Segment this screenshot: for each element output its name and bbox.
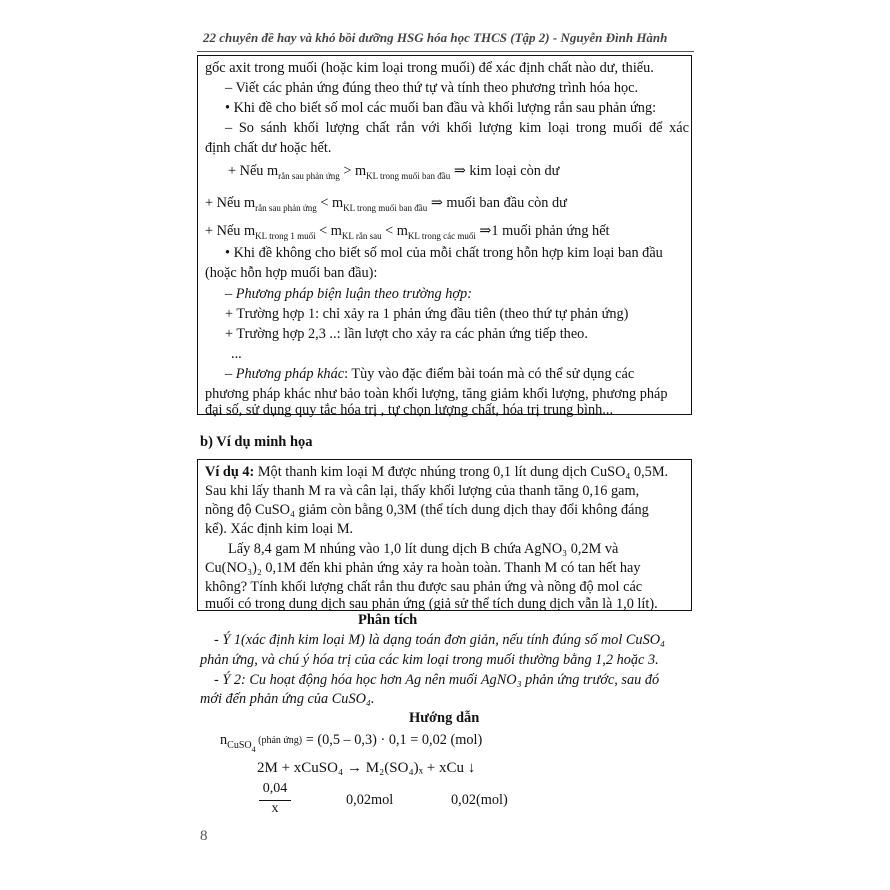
case-1-op: > m bbox=[339, 163, 367, 179]
box1-line-2: – Viết các phản ứng đúng theo thứ tự và tính theo phương trình hóa học. bbox=[225, 80, 639, 96]
box1-line-13: + Trường hợp 2,3 ..: lần lượt cho xảy ra các phản ứng tiếp theo. bbox=[225, 326, 588, 342]
method-box bbox=[197, 55, 692, 418]
mole-sub-4: 4 bbox=[251, 745, 256, 754]
case-2-op: < m bbox=[316, 195, 344, 211]
example-line-1 bbox=[205, 463, 668, 481]
reaction-equation: 2M + xCuSO₄ → M₂(SO₄)ₓ + xCu ↓ bbox=[257, 760, 476, 776]
example-line-5: Lấy 8,4 gam M nhúng vào 1,0 lít dung dịch B chứa AgNO₃ 0,2M và bbox=[228, 541, 619, 557]
mole-symbol: n bbox=[220, 732, 228, 748]
box1-line-1: gốc axit trong muối (hoặc kim loại trong muối) để xác định chất nào dư, thiếu. bbox=[205, 60, 654, 76]
example-line-1-text: Một thanh kim loại M được nhúng trong 0,1 lít dung dịch CuSO₄ 0,5M. bbox=[254, 464, 669, 480]
mole-sub: CuSO bbox=[227, 740, 252, 751]
page-number: 8 bbox=[200, 828, 208, 844]
mole-note: (phản ứng) bbox=[255, 735, 303, 746]
mole-equation-text: = (0,5 – 0,3) · 0,1 = 0,02 (mol) bbox=[302, 732, 483, 748]
case-2-sub2: KL trong muối ban đầu bbox=[343, 203, 428, 213]
case-3-sub2: KL rắn sau bbox=[341, 231, 382, 241]
box1-line-9: • Khi đề không cho biết số mol của mỗi chất trong hỗn hợp kim loại ban đầu bbox=[225, 245, 663, 261]
case-3-sub1: KL trong 1 muối bbox=[255, 231, 316, 241]
box1-line-17: đại số, sử dụng quy tắc hóa trị , tự chọn lượng chất, hóa trị trung bình... bbox=[205, 402, 614, 418]
box1-line-3: • Khi đề cho biết số mol các muối ban đầu và khối lượng rắn sau phản ứng: bbox=[225, 100, 657, 116]
analysis-point-1a: - Ý 1(xác định kim loại M) là dạng toán đơn giản, nếu tính đúng số mol CuSO₄ bbox=[214, 632, 666, 648]
box1-line-10: (hoặc hỗn hợp muối ban đầu): bbox=[205, 265, 378, 281]
case-2-result: ⇒ muối ban đầu còn dư bbox=[427, 195, 567, 211]
example-line-4: kể). Xác định kim loại M. bbox=[205, 521, 354, 537]
case-3-op2: < m bbox=[381, 223, 408, 239]
analysis-point-1b: phản ứng, và chú ý hóa trị của các kim loại trong muối thường bằng 1,2 hoặc 3. bbox=[200, 652, 659, 668]
mol-value-2: 0,02(mol) bbox=[451, 792, 508, 808]
section-b-heading: b) Ví dụ minh họa bbox=[200, 434, 313, 450]
example-line-3: nồng độ CuSO₄ giảm còn bằng 0,3M (thể tích dung dịch thay đổi không đáng bbox=[205, 502, 649, 518]
case-2-sub1: rắn sau phản ứng bbox=[255, 203, 317, 213]
fraction-denominator: x bbox=[271, 801, 279, 816]
box1-line-5: định chất dư hoặc hết. bbox=[205, 140, 332, 156]
case-3-op1: < m bbox=[315, 223, 342, 239]
other-method-text: : Tùy vào đặc điểm bài toán mà có thể sử dụng các bbox=[344, 366, 635, 382]
page-header-title: 22 chuyên đề hay và khó bồi dưỡng HSG hóa học THCS (Tập 2) - Nguyễn Đình Hành bbox=[203, 30, 668, 45]
case-1-result: ⇒ kim loại còn dư bbox=[450, 163, 560, 179]
case-1-line bbox=[228, 162, 559, 181]
box1-line-15 bbox=[225, 365, 634, 383]
example-line-6: Cu(NO₃)₂ 0,1M đến khi phản ứng xảy ra hoàn toàn. Thanh M có tan hết hay bbox=[205, 560, 641, 576]
mole-equation bbox=[220, 731, 483, 754]
example-box bbox=[197, 459, 692, 611]
box1-line-11: – Phương pháp biện luận theo trường hợp: bbox=[225, 286, 472, 302]
analysis-point-2b: mới đến phản ứng của CuSO₄. bbox=[200, 691, 375, 707]
box1-line-14: ... bbox=[231, 346, 242, 362]
example-line-8: muối có trong dung dịch sau phản ứng (giả sử thể tích dung dịch vẫn là 1,0 lít). bbox=[205, 596, 658, 612]
fraction-numerator: 0,04 bbox=[262, 781, 288, 796]
example-line-7: không? Tính khối lượng chất rắn thu được sau phản ứng và nồng độ mol các bbox=[205, 579, 643, 595]
box1-line-12: + Trường hợp 1: chỉ xảy ra 1 phản ứng đầu tiên (theo thứ tự phản ứng) bbox=[225, 306, 629, 322]
box1-line-16: phương pháp khác như bảo toàn khối lượng, tăng giảm khối lượng, phương pháp bbox=[205, 386, 668, 402]
example-line-2: Sau khi lấy thanh M ra và cân lại, thấy khối lượng của thanh tăng 0,16 gam, bbox=[205, 483, 640, 499]
case-1-sub2: KL trong muối ban đầu bbox=[366, 171, 451, 181]
box1-line-4: – So sánh khối lượng chất rắn với khối lượng kim loại trong muối để xác bbox=[225, 120, 689, 136]
example-label: Ví dụ 4: bbox=[205, 464, 255, 480]
analysis-title: Phân tích bbox=[358, 612, 418, 628]
guide-title: Hướng dẫn bbox=[409, 710, 480, 726]
other-method-label: – Phương pháp khác bbox=[225, 366, 345, 382]
case-3-prefix: + Nếu m bbox=[205, 223, 256, 239]
case-3-sub3: KL trong các muối bbox=[407, 231, 476, 241]
case-1-sub1: rắn sau phản ứng bbox=[278, 171, 340, 181]
case-2-prefix: + Nếu m bbox=[205, 195, 256, 211]
case-2-line bbox=[205, 194, 567, 213]
case-3-line bbox=[205, 222, 610, 241]
mol-value-1: 0,02mol bbox=[346, 792, 394, 808]
case-3-result: ⇒1 muối phản ứng hết bbox=[475, 223, 610, 239]
case-1-prefix: + Nếu m bbox=[228, 163, 279, 179]
header-rule bbox=[197, 51, 694, 52]
analysis-point-2a: - Ý 2: Cu hoạt động hóa học hơn Ag nên muối AgNO₃ phản ứng trước, sau đó bbox=[214, 672, 660, 688]
